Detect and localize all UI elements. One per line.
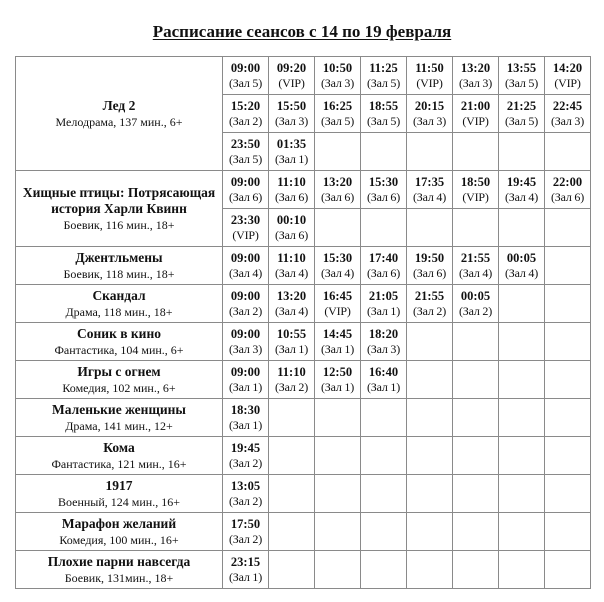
movie-info: Фантастика, 104 мин., 6+ <box>54 342 184 357</box>
session-time: 09:00 <box>230 288 261 303</box>
movie-cell <box>16 323 223 361</box>
session-hall: (Зал 6) <box>366 189 401 204</box>
session-time: 16:25 <box>322 98 353 113</box>
session-hall: (Зал 2) <box>458 303 493 318</box>
empty-cell <box>453 513 499 551</box>
schedule-table <box>15 56 591 589</box>
session-time: 11:25 <box>369 60 398 75</box>
schedule-body <box>16 57 591 589</box>
session-cell <box>499 247 545 285</box>
session-time: 14:45 <box>322 326 353 341</box>
session-time: 21:25 <box>506 98 537 113</box>
session-hall: (Зал 4) <box>320 265 355 280</box>
session-hall: (VIP) <box>278 75 305 90</box>
session-time: 09:00 <box>230 364 261 379</box>
session-hall: (Зал 2) <box>228 455 263 470</box>
empty-cell <box>315 475 361 513</box>
empty-cell <box>499 399 545 437</box>
session-cell <box>545 171 591 209</box>
session-cell <box>269 95 315 133</box>
empty-cell <box>315 399 361 437</box>
session-cell <box>361 95 407 133</box>
session-hall: (Зал 4) <box>504 189 539 204</box>
session-hall: (Зал 2) <box>228 493 263 508</box>
session-cell <box>269 361 315 399</box>
session-time: 19:45 <box>506 174 537 189</box>
movie-cell <box>16 475 223 513</box>
session-hall: (Зал 4) <box>504 265 539 280</box>
session-time: 21:55 <box>460 250 491 265</box>
empty-cell <box>453 399 499 437</box>
session-time: 09:00 <box>230 250 261 265</box>
session-time: 09:20 <box>276 60 307 75</box>
session-hall: (Зал 6) <box>274 227 309 242</box>
table-row <box>16 57 591 95</box>
session-hall: (Зал 2) <box>228 531 263 546</box>
session-cell <box>453 95 499 133</box>
empty-cell <box>545 323 591 361</box>
empty-cell <box>499 361 545 399</box>
session-hall: (Зал 3) <box>458 75 493 90</box>
session-cell <box>545 57 591 95</box>
session-time: 13:20 <box>322 174 353 189</box>
session-hall: (Зал 2) <box>412 303 447 318</box>
session-time: 12:50 <box>322 364 353 379</box>
movie-title: 1917 <box>105 477 133 493</box>
session-time: 17:50 <box>230 516 261 531</box>
empty-cell <box>315 133 361 171</box>
session-time: 13:55 <box>506 60 537 75</box>
session-cell <box>223 57 269 95</box>
session-hall: (VIP) <box>462 113 489 128</box>
session-time: 16:45 <box>322 288 353 303</box>
empty-cell <box>499 437 545 475</box>
session-cell <box>315 361 361 399</box>
empty-cell <box>407 551 453 589</box>
session-hall: (Зал 4) <box>274 303 309 318</box>
session-hall: (Зал 6) <box>274 189 309 204</box>
empty-cell <box>545 133 591 171</box>
empty-cell <box>407 513 453 551</box>
empty-cell <box>269 475 315 513</box>
session-hall: (Зал 4) <box>412 189 447 204</box>
session-time: 20:15 <box>414 98 445 113</box>
table-row <box>16 247 591 285</box>
session-time: 00:10 <box>276 212 307 227</box>
session-time: 00:05 <box>506 250 537 265</box>
empty-cell <box>453 323 499 361</box>
session-hall: (VIP) <box>232 227 259 242</box>
session-hall: (Зал 1) <box>274 341 309 356</box>
empty-cell <box>407 133 453 171</box>
session-time: 22:00 <box>552 174 583 189</box>
empty-cell <box>361 551 407 589</box>
empty-cell <box>499 513 545 551</box>
session-hall: (Зал 4) <box>228 265 263 280</box>
table-row <box>16 399 591 437</box>
session-hall: (Зал 3) <box>228 341 263 356</box>
session-time: 11:10 <box>277 174 306 189</box>
empty-cell <box>315 437 361 475</box>
empty-cell <box>269 513 315 551</box>
session-time: 14:20 <box>552 60 583 75</box>
empty-cell <box>269 437 315 475</box>
empty-cell <box>407 323 453 361</box>
session-cell <box>223 513 269 551</box>
empty-cell <box>545 285 591 323</box>
session-hall: (Зал 5) <box>366 75 401 90</box>
session-hall: (VIP) <box>324 303 351 318</box>
session-hall: (Зал 1) <box>228 417 263 432</box>
empty-cell <box>545 209 591 247</box>
session-cell <box>223 95 269 133</box>
session-hall: (Зал 6) <box>412 265 447 280</box>
empty-cell <box>499 133 545 171</box>
table-row <box>16 551 591 589</box>
movie-title: Лед 2 <box>102 97 136 113</box>
session-time: 11:10 <box>277 364 306 379</box>
session-cell <box>407 95 453 133</box>
session-time: 09:00 <box>230 60 261 75</box>
session-hall: (Зал 5) <box>504 113 539 128</box>
table-row <box>16 285 591 323</box>
session-time: 18:55 <box>368 98 399 113</box>
session-cell <box>223 437 269 475</box>
session-cell <box>223 551 269 589</box>
empty-cell <box>545 551 591 589</box>
session-time: 18:30 <box>230 402 261 417</box>
session-cell <box>407 57 453 95</box>
session-time: 18:50 <box>460 174 491 189</box>
session-hall: (Зал 1) <box>274 151 309 166</box>
movie-info: Военный, 124 мин., 16+ <box>57 494 180 509</box>
movie-title: Скандал <box>92 287 146 303</box>
session-time: 13:05 <box>230 478 261 493</box>
movie-title: Хищные птицы: Потрясающая история Харли Квинн <box>22 184 216 216</box>
movie-cell <box>16 513 223 551</box>
empty-cell <box>361 513 407 551</box>
session-cell <box>453 247 499 285</box>
session-cell <box>407 247 453 285</box>
session-cell <box>269 57 315 95</box>
empty-cell <box>407 437 453 475</box>
session-time: 13:20 <box>460 60 491 75</box>
session-time: 15:50 <box>276 98 307 113</box>
session-time: 18:20 <box>368 326 399 341</box>
empty-cell <box>499 475 545 513</box>
session-cell <box>545 95 591 133</box>
empty-cell <box>407 361 453 399</box>
session-time: 19:50 <box>414 250 445 265</box>
session-cell <box>269 209 315 247</box>
movie-info: Драма, 118 мин., 18+ <box>65 304 173 319</box>
table-row <box>16 323 591 361</box>
session-hall: (Зал 1) <box>366 303 401 318</box>
movie-cell <box>16 247 223 285</box>
empty-cell <box>453 209 499 247</box>
empty-cell <box>453 133 499 171</box>
session-cell <box>361 323 407 361</box>
session-hall: (Зал 6) <box>550 189 585 204</box>
empty-cell <box>545 399 591 437</box>
session-hall: (VIP) <box>416 75 443 90</box>
session-time: 23:30 <box>230 212 261 227</box>
empty-cell <box>453 551 499 589</box>
empty-cell <box>499 209 545 247</box>
session-cell <box>223 399 269 437</box>
empty-cell <box>269 551 315 589</box>
empty-cell <box>315 551 361 589</box>
session-time: 00:05 <box>460 288 491 303</box>
session-time: 23:50 <box>230 136 261 151</box>
movie-info: Боевик, 118 мин., 18+ <box>63 266 175 281</box>
movie-cell <box>16 285 223 323</box>
session-cell <box>453 171 499 209</box>
movie-cell <box>16 57 223 171</box>
session-cell <box>499 171 545 209</box>
session-cell <box>499 57 545 95</box>
session-cell <box>315 247 361 285</box>
empty-cell <box>315 209 361 247</box>
movie-info: Мелодрама, 137 мин., 6+ <box>55 114 183 129</box>
session-hall: (Зал 3) <box>550 113 585 128</box>
empty-cell <box>361 399 407 437</box>
session-cell <box>361 247 407 285</box>
session-time: 13:20 <box>276 288 307 303</box>
session-hall: (Зал 3) <box>366 341 401 356</box>
empty-cell <box>545 247 591 285</box>
session-cell <box>315 95 361 133</box>
session-cell <box>407 285 453 323</box>
session-cell <box>361 285 407 323</box>
session-cell <box>269 133 315 171</box>
movie-title: Марафон желаний <box>61 515 177 531</box>
session-time: 21:05 <box>368 288 399 303</box>
session-hall: (Зал 4) <box>458 265 493 280</box>
table-row <box>16 361 591 399</box>
session-hall: (Зал 3) <box>274 113 309 128</box>
movie-info: Комедия, 102 мин., 6+ <box>62 380 176 395</box>
movie-title: Маленькие женщины <box>52 401 186 417</box>
session-time: 15:30 <box>368 174 399 189</box>
session-cell <box>269 171 315 209</box>
empty-cell <box>499 285 545 323</box>
session-cell <box>223 171 269 209</box>
session-hall: (Зал 2) <box>228 303 263 318</box>
session-hall: (Зал 2) <box>228 113 263 128</box>
movie-title: Игры с огнем <box>77 363 161 379</box>
movie-info: Драма, 141 мин., 12+ <box>65 418 173 433</box>
session-hall: (Зал 6) <box>320 189 355 204</box>
table-row <box>16 171 591 209</box>
session-hall: (Зал 5) <box>228 75 263 90</box>
movie-cell <box>16 361 223 399</box>
session-time: 10:55 <box>276 326 307 341</box>
session-hall: (Зал 5) <box>366 113 401 128</box>
session-time: 23:15 <box>230 554 261 569</box>
page-title <box>0 22 604 42</box>
table-row <box>16 437 591 475</box>
table-row <box>16 513 591 551</box>
empty-cell <box>453 437 499 475</box>
empty-cell <box>407 475 453 513</box>
session-cell <box>453 57 499 95</box>
empty-cell <box>269 399 315 437</box>
session-hall: (Зал 3) <box>320 75 355 90</box>
session-cell <box>361 171 407 209</box>
session-cell <box>223 361 269 399</box>
empty-cell <box>361 437 407 475</box>
session-time: 17:35 <box>414 174 445 189</box>
session-cell <box>223 323 269 361</box>
session-cell <box>223 133 269 171</box>
session-hall: (Зал 3) <box>412 113 447 128</box>
session-cell <box>269 285 315 323</box>
empty-cell <box>453 361 499 399</box>
session-time: 17:40 <box>368 250 399 265</box>
session-hall: (Зал 1) <box>228 379 263 394</box>
movie-info: Комедия, 100 мин., 16+ <box>59 532 179 547</box>
movie-title: Джентльмены <box>75 249 163 265</box>
page-title-text: Расписание сеансов с 14 по 19 февраля <box>152 22 452 41</box>
session-time: 11:10 <box>277 250 306 265</box>
movie-cell <box>16 437 223 475</box>
movie-cell <box>16 171 223 247</box>
movie-info: Боевик, 131мин., 18+ <box>64 570 174 585</box>
session-time: 15:20 <box>230 98 261 113</box>
session-cell <box>223 209 269 247</box>
session-cell <box>223 247 269 285</box>
empty-cell <box>545 513 591 551</box>
movie-cell <box>16 399 223 437</box>
session-time: 01:35 <box>276 136 307 151</box>
session-cell <box>315 57 361 95</box>
session-cell <box>269 323 315 361</box>
empty-cell <box>453 475 499 513</box>
session-hall: (Зал 6) <box>366 265 401 280</box>
empty-cell <box>545 361 591 399</box>
session-hall: (Зал 5) <box>228 151 263 166</box>
empty-cell <box>499 551 545 589</box>
movie-title: Плохие парни навсегда <box>47 553 191 569</box>
empty-cell <box>499 323 545 361</box>
empty-cell <box>545 437 591 475</box>
empty-cell <box>361 133 407 171</box>
session-cell <box>315 285 361 323</box>
table-row <box>16 475 591 513</box>
session-time: 09:00 <box>230 174 261 189</box>
movie-info: Фантастика, 121 мин., 16+ <box>51 456 187 471</box>
session-cell <box>223 475 269 513</box>
empty-cell <box>407 209 453 247</box>
session-hall: (Зал 5) <box>320 113 355 128</box>
empty-cell <box>407 399 453 437</box>
session-hall: (Зал 1) <box>366 379 401 394</box>
session-hall: (Зал 4) <box>274 265 309 280</box>
session-cell <box>315 171 361 209</box>
session-time: 09:00 <box>230 326 261 341</box>
session-time: 21:55 <box>414 288 445 303</box>
session-cell <box>361 361 407 399</box>
session-cell <box>407 171 453 209</box>
session-time: 19:45 <box>230 440 261 455</box>
movie-info: Боевик, 116 мин., 18+ <box>63 217 175 232</box>
session-hall: (Зал 6) <box>228 189 263 204</box>
session-cell <box>223 285 269 323</box>
movie-title: Соник в кино <box>77 325 161 341</box>
session-hall: (VIP) <box>462 189 489 204</box>
session-cell <box>453 285 499 323</box>
session-cell <box>499 95 545 133</box>
empty-cell <box>361 209 407 247</box>
session-hall: (Зал 1) <box>320 341 355 356</box>
session-cell <box>361 57 407 95</box>
session-hall: (VIP) <box>554 75 581 90</box>
session-cell <box>315 323 361 361</box>
session-hall: (Зал 2) <box>274 379 309 394</box>
session-hall: (Зал 1) <box>320 379 355 394</box>
session-hall: (Зал 5) <box>504 75 539 90</box>
session-cell <box>269 247 315 285</box>
session-time: 16:40 <box>368 364 399 379</box>
session-time: 22:45 <box>552 98 583 113</box>
empty-cell <box>545 475 591 513</box>
session-time: 10:50 <box>322 60 353 75</box>
empty-cell <box>361 475 407 513</box>
session-hall: (Зал 1) <box>228 569 263 584</box>
movie-cell <box>16 551 223 589</box>
empty-cell <box>315 513 361 551</box>
session-time: 15:30 <box>322 250 353 265</box>
session-time: 21:00 <box>460 98 491 113</box>
session-time: 11:50 <box>415 60 444 75</box>
movie-title: Кома <box>103 439 135 455</box>
